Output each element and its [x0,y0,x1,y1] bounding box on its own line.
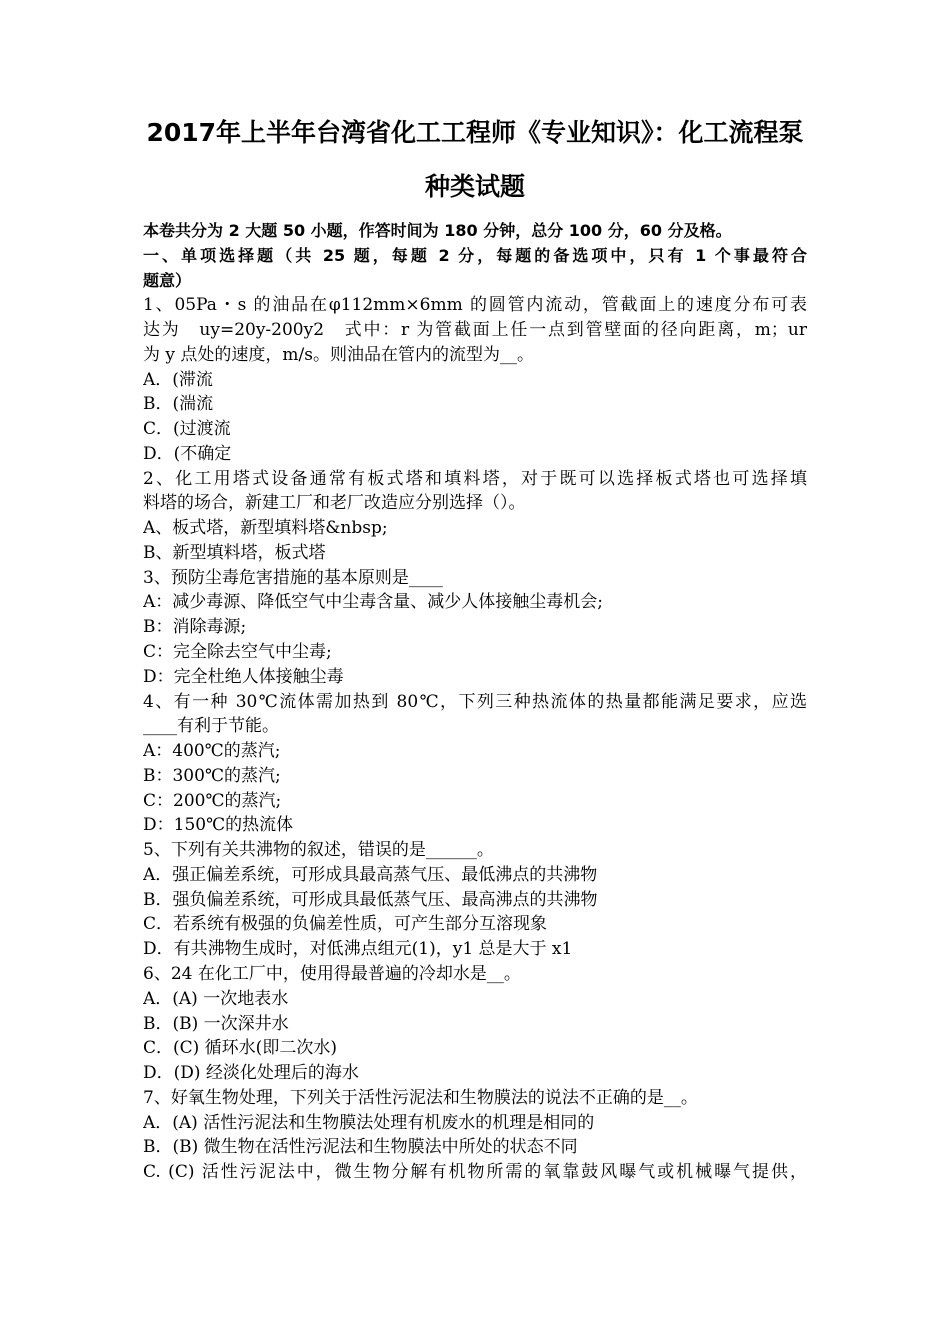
question-1-stem: 1、05Pa・s 的油品在φ112mm×6mm 的圆管内流动，管截面上的速度分布可表 [143,295,807,316]
question-1-option-a: A．(滞流 [143,369,213,390]
question-5-stem: 5、下列有关共沸物的叙述，错误的是______。 [143,840,494,861]
question-1-option-d: D．(不确定 [143,443,232,464]
document-body [143,219,807,1185]
question-6-option-c: C．(C) 循环水(即二次水) [143,1038,337,1059]
question-4-stem: 4、有一种 30℃流体需加热到 80℃，下列三种热流体的热量都能满足要求，应选 [143,691,807,712]
question-4-option-d: D：150℃的热流体 [143,815,294,836]
question-5-option-c: C．若系统有极强的负偏差性质，可产生部分互溶现象 [143,914,548,935]
question-4-option-c: C：200℃的蒸汽; [143,790,282,811]
question-3-option-b: B：消除毒源; [143,617,247,638]
section-heading: 一、单项选择题（共 25 题，每题 2 分，每题的备选项中，只有 1 个事最符合 [143,245,807,265]
question-5-option-d: D．有共沸物生成时，对低沸点组元(1)，y1 总是大于 x1 [143,939,573,960]
question-1-option-b: B．(湍流 [143,394,214,415]
question-3-option-d: D：完全杜绝人体接触尘毒 [143,666,344,687]
question-7-stem: 7、好氧生物处理，下列关于活性污泥法和生物膜法的说法不正确的是__。 [143,1087,698,1108]
question-3-stem: 3、预防尘毒危害措施的基本原则是____ [143,567,443,588]
question-7-option-c: C. (C) 活性污泥法中，微生物分解有机物所需的氧靠鼓风曝气或机械曝气提供， [143,1162,807,1183]
question-6-option-a: A．(A) 一次地表水 [143,988,289,1009]
question-3-option-a: A：减少毒源、降低空气中尘毒含量、减少人体接触尘毒机会; [143,592,604,613]
question-2-stem: 2、化工用塔式设备通常有板式塔和填料塔，对于既可以选择板式塔也可选择填 [143,468,807,489]
question-3-option-c: C：完全除去空气中尘毒; [143,642,332,663]
question-4-stem: ____有利于节能。 [143,716,279,737]
question-4-option-b: B：300℃的蒸汽; [143,765,281,786]
question-5-option-a: A．强正偏差系统，可形成具最高蒸气压、最低沸点的共沸物 [143,864,598,885]
question-5-option-b: B．强负偏差系统，可形成具最低蒸气压、最高沸点的共沸物 [143,889,598,910]
question-2-stem: 料塔的场合，新建工厂和老厂改造应分别选择（）。 [143,493,526,514]
question-2-option-b: B、新型填料塔，板式塔 [143,542,326,563]
document-title-line2: 种类试题 [424,172,525,201]
question-7-option-a: A．(A) 活性污泥法和生物膜法处理有机废水的机理是相同的 [143,1112,595,1133]
question-1-stem: 为 y 点处的速度，m/s。则油品在管内的流型为__。 [143,344,534,365]
question-7-option-b: B．(B) 微生物在活性污泥法和生物膜法中所处的状态不同 [143,1137,578,1158]
question-1-stem: 达为 uy=20y-200y2 式中：r 为管截面上任一点到管壁面的径向距离，m；ur [143,320,807,341]
question-6-option-d: D．(D) 经淡化处理后的海水 [143,1063,359,1084]
question-6-option-b: B．(B) 一次深井水 [143,1013,289,1034]
document-title-line1: 2017年上半年台湾省化工工程师《专业知识》：化工流程泵 [146,118,804,147]
question-1-option-c: C．(过渡流 [143,419,231,440]
exam-info: 本卷共分为 2 大题 50 小题，作答时间为 180 分钟，总分 100 分，60 分及格。 [143,221,732,240]
question-4-option-a: A：400℃的蒸汽; [143,741,281,762]
question-6-stem: 6、24 在化工厂中，使用得最普遍的冷却水是__。 [143,963,521,984]
question-2-option-a: A、板式塔，新型填料塔&nbsp; [143,518,388,539]
section-heading-cont: 题意） [143,270,192,290]
